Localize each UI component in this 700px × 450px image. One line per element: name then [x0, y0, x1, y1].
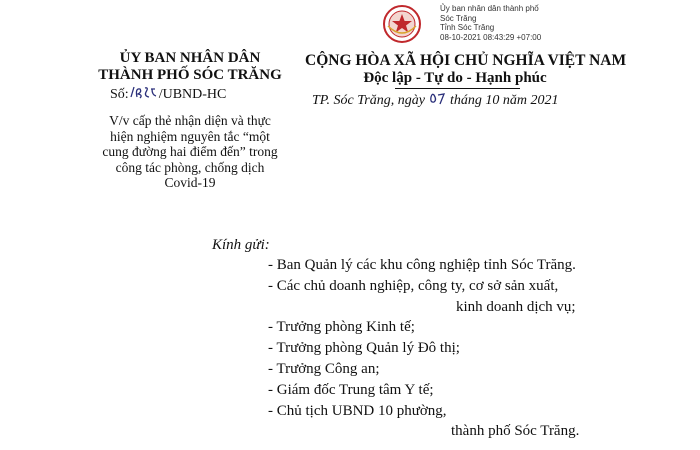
recipient-item: - Trưởng Công an; [268, 360, 380, 377]
place-and-date [312, 92, 612, 109]
digital-signature-info [440, 4, 541, 42]
national-title: CỘNG HÒA XÃ HỘI CHỦ NGHĨA VIỆT NAM [305, 52, 627, 69]
authority-line-1: ỦY BAN NHÂN DÂN [119, 50, 261, 66]
national-motto: Độc lập - Tự do - Hạnh phúc [363, 70, 547, 86]
state-emblem-seal [382, 4, 422, 44]
number-prefix: Số: [110, 87, 129, 102]
handwritten-day [428, 92, 446, 106]
emblem-icon [382, 4, 422, 44]
recipient-item-continuation: thành phố Sóc Trăng. [451, 423, 580, 440]
recipient-item-continuation: kinh doanh dịch vụ; [456, 298, 576, 315]
signature-line: Ủy ban nhân dân thành phố [440, 4, 539, 13]
number-suffix: /UBND-HC [158, 87, 227, 102]
date-suffix: tháng 10 năm 2021 [449, 93, 559, 108]
greeting: Kính gửi: [212, 237, 270, 253]
document-number [110, 86, 226, 103]
motto-underline [395, 88, 520, 89]
handwritten-number [129, 86, 159, 100]
recipient-item: - Giám đốc Trung tâm Y tế; [268, 381, 434, 398]
authority-line-2: THÀNH PHỐ SÓC TRĂNG [98, 67, 282, 83]
subject-line: V/v cấp thẻ nhận diện và thực [109, 113, 271, 128]
handwriting-number-icon [129, 84, 159, 100]
subject-summary [90, 113, 290, 191]
subject-line: hiện nghiệm nguyên tắc “một [110, 128, 270, 144]
subject-line: Covid-19 [164, 175, 216, 190]
subject-line: công tác phòng, chống dịch [115, 159, 265, 175]
recipient-item: - Ban Quản lý các khu công nghiệp tỉnh Sóc Trăng. [268, 257, 576, 273]
recipient-item: - Trưởng phòng Kinh tế; [268, 319, 415, 336]
recipient-item: - Các chủ doanh nghiệp, công ty, cơ sở sản xuất, [268, 277, 559, 294]
subject-line: cung đường hai điểm đến” trong [102, 144, 278, 159]
issuing-authority [95, 50, 285, 84]
date-prefix: TP. Sóc Trăng, ngày [312, 93, 425, 108]
recipient-list [268, 255, 628, 442]
signature-line: Tỉnh Sóc Trăng [440, 23, 495, 32]
recipient-item: - Trưởng phòng Quản lý Đô thị; [268, 340, 460, 357]
signature-line: Sóc Trăng [440, 13, 477, 23]
handwriting-day-icon [428, 90, 446, 106]
signature-timestamp: 08-10-2021 08:43:29 +07:00 [440, 32, 542, 42]
recipient-item: - Chủ tịch UBND 10 phường, [268, 402, 447, 419]
